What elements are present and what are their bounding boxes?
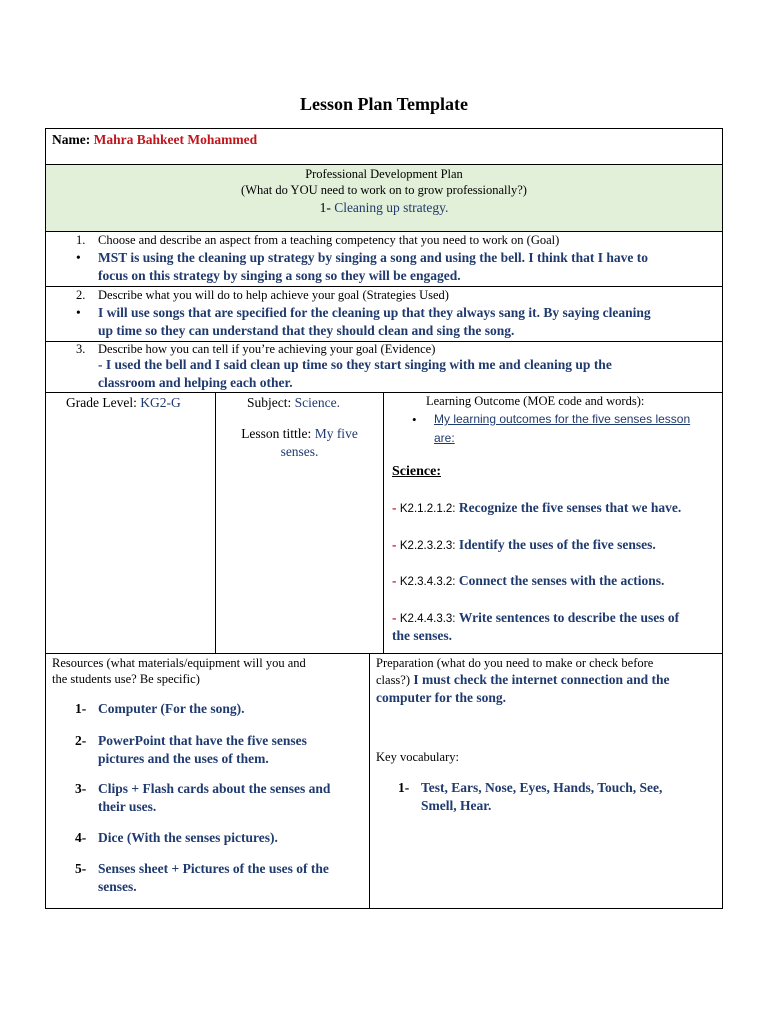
vocabulary-list-2: Smell, Hear. xyxy=(421,798,492,813)
evidence-answer-2: classroom and helping each other. xyxy=(98,375,293,390)
outcome-code: K2.1.2.1.2: xyxy=(399,503,456,515)
pdp-header xyxy=(45,164,723,232)
outcome-dash: - xyxy=(392,537,397,552)
resource-item: PowerPoint that have the five senses xyxy=(98,733,307,748)
outcomes-intro-1: My learning outcomes for the five senses lesson xyxy=(434,412,691,426)
resource-item-continued: their uses. xyxy=(98,799,157,814)
outcome-code: K2.3.4.3.2: xyxy=(399,576,456,588)
resource-number: 5- xyxy=(75,861,87,876)
strategies-number: 2. xyxy=(76,288,86,302)
outcomes-cell xyxy=(383,392,723,654)
strategies-answer-2: up time so they can understand that they should clean and sing the song. xyxy=(98,323,515,338)
outcomes-bullet: • xyxy=(412,412,417,427)
evidence-section xyxy=(45,341,723,393)
subject-label: Subject: xyxy=(247,395,292,410)
outcome-text-continued: the senses. xyxy=(392,628,452,643)
goal-section xyxy=(45,231,723,287)
name-row xyxy=(45,128,723,165)
resource-number: 1- xyxy=(75,701,87,716)
outcome-code: K2.4.4.3.3: xyxy=(399,613,456,625)
resource-item: Computer (For the song). xyxy=(98,701,245,716)
goal-answer-2: focus on this strategy by singing a song so they will be engaged. xyxy=(98,268,461,283)
evidence-prompt: Describe how you can tell if you’re achieving your goal (Evidence) xyxy=(98,342,436,356)
resources-heading-1: Resources (what materials/equipment will you and xyxy=(52,656,306,670)
resources-heading-2: the students use? Be specific) xyxy=(52,672,200,686)
grade-label: Grade Level: xyxy=(66,395,137,410)
preparation-answer-2: computer for the song. xyxy=(376,690,506,705)
outcome-dash: - xyxy=(392,610,397,625)
resource-number: 2- xyxy=(75,733,87,748)
pdp-question: (What do YOU need to work on to grow professionally?) xyxy=(241,183,527,197)
outcome-text: Write sentences to describe the uses of xyxy=(458,610,680,625)
resource-item-continued: pictures and the uses of them. xyxy=(98,751,269,766)
page-title: Lesson Plan Template xyxy=(299,94,469,114)
strategies-section xyxy=(45,286,723,342)
subject-cell xyxy=(215,392,384,654)
lesson-title-label: Lesson tittle: xyxy=(241,426,312,441)
evidence-answer-1: - I used the bell and I said clean up time so they start singing with me and cleaning up the xyxy=(98,357,612,372)
vocabulary-number: 1- xyxy=(398,780,410,795)
resource-item: Senses sheet + Pictures of the uses of the xyxy=(98,861,329,876)
pdp-heading: Professional Development Plan xyxy=(305,167,463,181)
preparation-cell xyxy=(369,653,723,909)
preparation-answer-1: I must check the internet connection and the xyxy=(413,672,670,687)
grade-cell xyxy=(45,392,216,654)
preparation-label-2: class?) xyxy=(376,673,411,687)
name-label: Name: xyxy=(52,132,91,147)
outcome-dash: - xyxy=(392,500,397,515)
goal-number: 1. xyxy=(76,233,86,247)
resources-cell xyxy=(45,653,370,909)
strategies-bullet: • xyxy=(76,305,81,320)
preparation-label-1: Preparation (what do you need to make or check before xyxy=(376,656,654,670)
strategies-prompt: Describe what you will do to help achieve your goal (Strategies Used) xyxy=(98,288,449,302)
goal-bullet: • xyxy=(76,250,81,265)
outcomes-intro-2: are: xyxy=(434,431,455,445)
subject-value: Science. xyxy=(294,395,340,410)
goal-prompt: Choose and describe an aspect from a teaching competency that you need to work on (Goal) xyxy=(98,233,560,247)
vocabulary-list-1: Test, Ears, Nose, Eyes, Hands, Touch, See, xyxy=(421,780,663,795)
lesson-title-value-1: My five xyxy=(314,426,358,441)
resource-item: Clips + Flash cards about the senses and xyxy=(98,781,331,796)
evidence-number: 3. xyxy=(76,342,86,356)
resource-item: Dice (With the senses pictures). xyxy=(98,830,278,845)
outcome-text: Recognize the five senses that we have. xyxy=(458,500,682,515)
vocabulary-label: Key vocabulary: xyxy=(376,750,459,764)
resource-item-continued: senses. xyxy=(98,879,137,894)
name-value: Mahra Bahkeet Mohammed xyxy=(93,132,258,147)
science-heading: Science: xyxy=(392,464,441,479)
goal-answer-1: MST is using the cleaning up strategy by singing a song and using the bell. I think that I have to xyxy=(98,250,648,265)
pdp-item-text: Cleaning up strategy. xyxy=(334,200,449,215)
outcome-code: K2.2.3.2.3: xyxy=(399,540,456,552)
outcome-dash: - xyxy=(392,573,397,588)
outcome-text: Connect the senses with the actions. xyxy=(458,573,665,588)
strategies-answer-1: I will use songs that are specified for the cleaning up that they always sang it. By saying cleaning xyxy=(98,305,651,320)
outcomes-heading: Learning Outcome (MOE code and words): xyxy=(426,394,645,408)
resource-number: 3- xyxy=(75,781,87,796)
outcome-text: Identify the uses of the five senses. xyxy=(458,537,656,552)
resource-number: 4- xyxy=(75,830,87,845)
pdp-item-number: 1- xyxy=(319,200,331,215)
lesson-title-value-2: senses. xyxy=(280,444,319,459)
grade-value: KG2-G xyxy=(140,395,181,410)
